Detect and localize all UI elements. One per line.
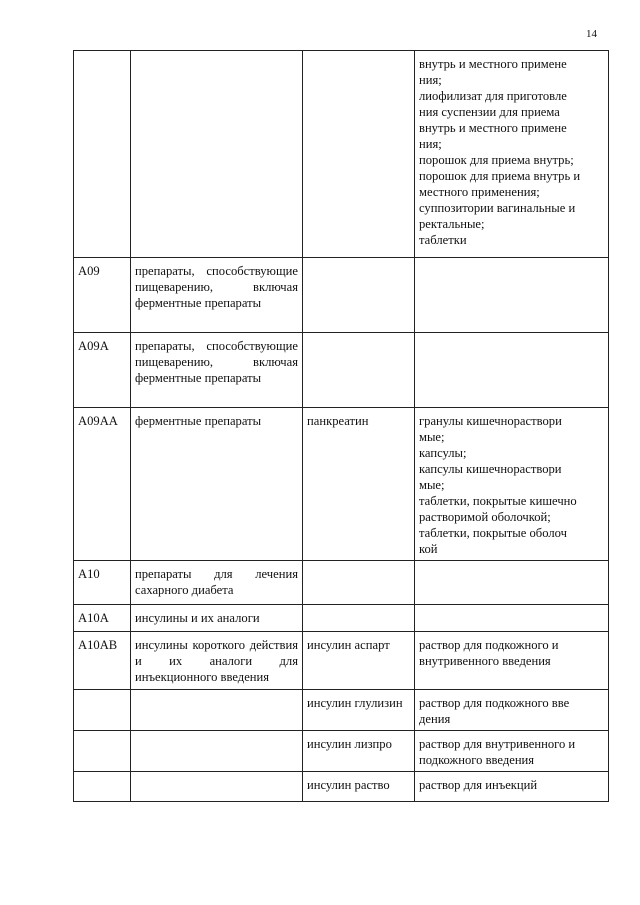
dosage-form-line: ректальные; bbox=[419, 217, 485, 231]
dosage-forms-cell bbox=[415, 258, 609, 333]
anatomical-group-cell bbox=[131, 731, 303, 772]
dosage-forms-cell bbox=[415, 772, 609, 802]
table-row bbox=[74, 632, 609, 690]
dosage-form-line: растворимой оболочкой; bbox=[419, 510, 551, 524]
dosage-form-line: лиофилизат для приготовле bbox=[419, 89, 567, 103]
dosage-forms-cell bbox=[415, 605, 609, 632]
dosage-forms-cell bbox=[415, 690, 609, 731]
table-row bbox=[74, 605, 609, 632]
dosage-forms-cell bbox=[415, 333, 609, 408]
dosage-form-line: таблетки, покрытые кишечно bbox=[419, 494, 577, 508]
dosage-form-line: таблетки, покрытые оболоч bbox=[419, 526, 567, 540]
drug-name-cell: панкреатин bbox=[303, 408, 415, 561]
dosage-form-line: мые; bbox=[419, 478, 445, 492]
atc-code-cell bbox=[74, 690, 131, 731]
atc-code-cell: A10 bbox=[74, 561, 131, 605]
drug-name-cell bbox=[303, 333, 415, 408]
dosage-forms-cell bbox=[415, 561, 609, 605]
anatomical-group-cell: препараты, способствующие пищеварению, включая ферментные препараты bbox=[131, 258, 303, 333]
dosage-forms-cell bbox=[415, 51, 609, 258]
table-row bbox=[74, 772, 609, 802]
dosage-form-line: порошок для приема внутрь; bbox=[419, 153, 574, 167]
drug-name-cell bbox=[303, 561, 415, 605]
atc-code-cell: A09AA bbox=[74, 408, 131, 561]
drug-name-cell: инсулин раство bbox=[303, 772, 415, 802]
anatomical-group-cell bbox=[131, 51, 303, 258]
dosage-form-line: порошок для приема внутрь и bbox=[419, 169, 581, 183]
dosage-form-line: раствор для внутривенного и bbox=[419, 737, 576, 751]
anatomical-group-cell: ферментные препараты bbox=[131, 408, 303, 561]
dosage-form-line: раствор для инъекций bbox=[419, 778, 538, 792]
dosage-forms-cell bbox=[415, 408, 609, 561]
page-number: 14 bbox=[586, 28, 597, 40]
atc-code-cell bbox=[74, 51, 131, 258]
dosage-form-line: капсулы кишечнораствори bbox=[419, 462, 562, 476]
dosage-form-line: подкожного введения bbox=[419, 753, 535, 767]
dosage-form-line: суппозитории вагинальные и bbox=[419, 201, 576, 215]
atc-code-cell: A09 bbox=[74, 258, 131, 333]
atc-code-cell bbox=[74, 772, 131, 802]
anatomical-group-cell bbox=[131, 772, 303, 802]
drug-name-cell: инсулин глулизин bbox=[303, 690, 415, 731]
dosage-form-line: гранулы кишечнораствори bbox=[419, 414, 562, 428]
anatomical-group-cell: препараты для лечения сахарного диабета bbox=[131, 561, 303, 605]
table-row bbox=[74, 561, 609, 605]
dosage-form-line: кой bbox=[419, 542, 438, 556]
dosage-form-line: ния; bbox=[419, 137, 442, 151]
drug-table bbox=[73, 50, 609, 802]
dosage-form-line: капсулы; bbox=[419, 446, 467, 460]
dosage-form-line: ния суспензии для приема bbox=[419, 105, 560, 119]
dosage-forms-cell bbox=[415, 731, 609, 772]
dosage-form-line: внутрь и местного примене bbox=[419, 57, 567, 71]
table-row bbox=[74, 690, 609, 731]
dosage-form-line: ния; bbox=[419, 73, 442, 87]
anatomical-group-cell: инсулины и их аналоги bbox=[131, 605, 303, 632]
dosage-form-line: внутривенного введения bbox=[419, 654, 551, 668]
anatomical-group-cell: инсулины короткого действия и их аналоги для инъекционного введения bbox=[131, 632, 303, 690]
drug-name-cell: инсулин аспарт bbox=[303, 632, 415, 690]
atc-code-cell bbox=[74, 731, 131, 772]
dosage-form-line: раствор для подкожного и bbox=[419, 638, 559, 652]
drug-name-cell: инсулин лизпро bbox=[303, 731, 415, 772]
table-row bbox=[74, 258, 609, 333]
dosage-forms-cell bbox=[415, 632, 609, 690]
dosage-form-line: раствор для подкожного вве bbox=[419, 696, 570, 710]
dosage-form-line: местного применения; bbox=[419, 185, 540, 199]
table-row bbox=[74, 731, 609, 772]
table-row bbox=[74, 51, 609, 258]
table-row bbox=[74, 408, 609, 561]
dosage-form-line: мые; bbox=[419, 430, 445, 444]
table-body bbox=[74, 51, 609, 802]
atc-code-cell: A09A bbox=[74, 333, 131, 408]
atc-code-cell: A10AB bbox=[74, 632, 131, 690]
drug-name-cell bbox=[303, 258, 415, 333]
anatomical-group-cell: препараты, способствующие пищеварению, включая ферментные препараты bbox=[131, 333, 303, 408]
atc-code-cell: A10A bbox=[74, 605, 131, 632]
drug-name-cell bbox=[303, 51, 415, 258]
drug-name-cell bbox=[303, 605, 415, 632]
dosage-form-line: таблетки bbox=[419, 233, 467, 247]
dosage-form-line: внутрь и местного примене bbox=[419, 121, 567, 135]
anatomical-group-cell bbox=[131, 690, 303, 731]
table-row bbox=[74, 333, 609, 408]
dosage-form-line: дения bbox=[419, 712, 451, 726]
